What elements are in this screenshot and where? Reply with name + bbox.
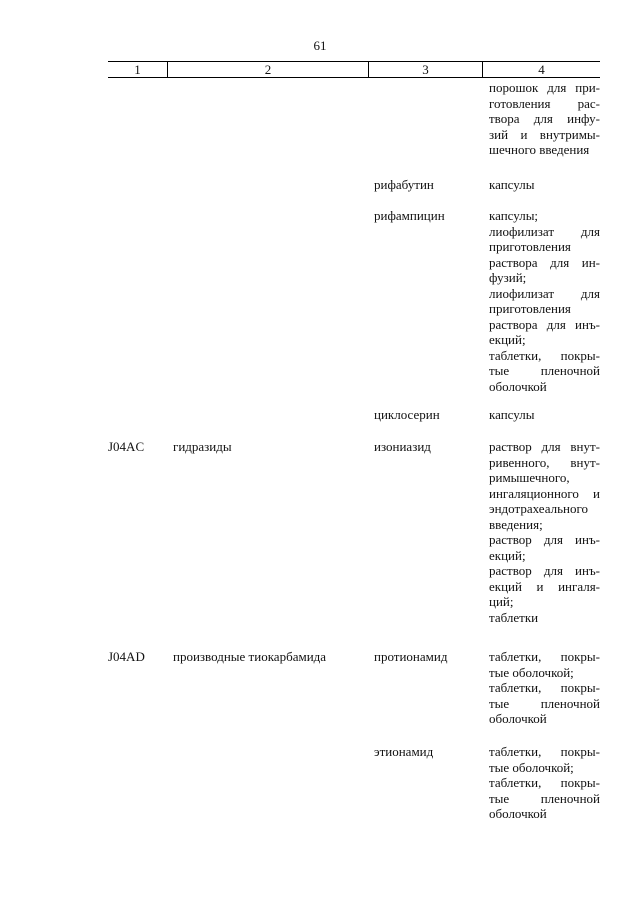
drug-name: рифампицин xyxy=(374,208,445,223)
form-line: оболочкой xyxy=(489,711,547,726)
form-line: готовления рас- xyxy=(489,95,600,111)
form-line: тые пленочной xyxy=(489,790,600,806)
form-line: тые пленочной xyxy=(489,695,600,711)
drug-name: рифабутин xyxy=(374,177,434,192)
form-line: раствора для инъ- xyxy=(489,316,600,332)
form-line: таблетки, покры- xyxy=(489,775,600,790)
form-line: лиофилизат для xyxy=(489,223,600,239)
form-line: ций; xyxy=(489,594,514,609)
form-line: тые оболочкой; xyxy=(489,664,574,680)
drug-name: изониазид xyxy=(374,439,431,454)
form-line: екций; xyxy=(489,332,526,347)
form-line: оболочкой xyxy=(489,806,547,821)
form-line: таблетки, покры- xyxy=(489,649,600,664)
form-line: римышечного, xyxy=(489,470,570,485)
form-line: раствора для ин- xyxy=(489,254,600,270)
form-line: таблетки xyxy=(489,609,539,625)
form-line: капсулы xyxy=(489,177,535,192)
form-line: таблетки, покры- xyxy=(489,347,600,363)
form-line: приготовления xyxy=(489,239,571,254)
form-line: приготовления xyxy=(489,301,571,316)
table-header xyxy=(108,61,600,78)
form-line: шечного введения xyxy=(489,142,590,157)
form-line: таблетки, покры- xyxy=(489,744,600,759)
group-name: гидразиды xyxy=(173,439,232,454)
dosage-forms xyxy=(489,649,600,727)
form-line: ривенного, внут- xyxy=(489,454,600,470)
form-line: фузий; xyxy=(489,270,527,285)
header-col-1: 1 xyxy=(134,62,141,77)
header-col-4: 4 xyxy=(538,62,545,77)
form-line: введения; xyxy=(489,516,543,532)
dosage-forms xyxy=(489,439,600,625)
form-line: зий и внутримы- xyxy=(489,126,600,142)
drug-name: протионамид xyxy=(374,649,448,664)
form-line: твора для инфу- xyxy=(489,111,600,126)
form-line: тые пленочной xyxy=(489,363,600,378)
form-line: капсулы; xyxy=(489,208,539,223)
form-line: таблетки, покры- xyxy=(489,680,600,695)
form-line: екций и ингаля- xyxy=(489,578,600,594)
form-line: эндотрахеального xyxy=(489,501,588,516)
atc-code: J04AD xyxy=(108,649,145,664)
header-col-3: 3 xyxy=(422,62,429,77)
page-number: 61 xyxy=(313,38,327,53)
form-line: ингаляционного и xyxy=(489,485,600,501)
form-line: порошок для при- xyxy=(489,80,600,95)
dosage-forms xyxy=(489,208,600,394)
dosage-forms xyxy=(489,407,600,423)
form-line: капсулы xyxy=(489,407,535,422)
dosage-forms xyxy=(489,177,600,193)
drug-name: этионамид xyxy=(374,744,434,759)
form-line: раствор для внут- xyxy=(489,439,600,454)
form-line: раствор для инъ- xyxy=(489,563,600,578)
group-name: производные тиокарбамида xyxy=(173,649,327,664)
form-line: оболочкой xyxy=(489,378,547,394)
drug-name: циклосерин xyxy=(374,407,440,422)
form-line: раствор для инъ- xyxy=(489,532,600,547)
form-line: тые оболочкой; xyxy=(489,759,574,775)
form-line: екций; xyxy=(489,547,526,563)
header-col-2: 2 xyxy=(264,62,272,77)
continuation-forms xyxy=(489,80,600,158)
form-line: лиофилизат для xyxy=(489,285,600,301)
dosage-forms xyxy=(489,744,600,822)
atc-code: J04AC xyxy=(108,439,145,454)
